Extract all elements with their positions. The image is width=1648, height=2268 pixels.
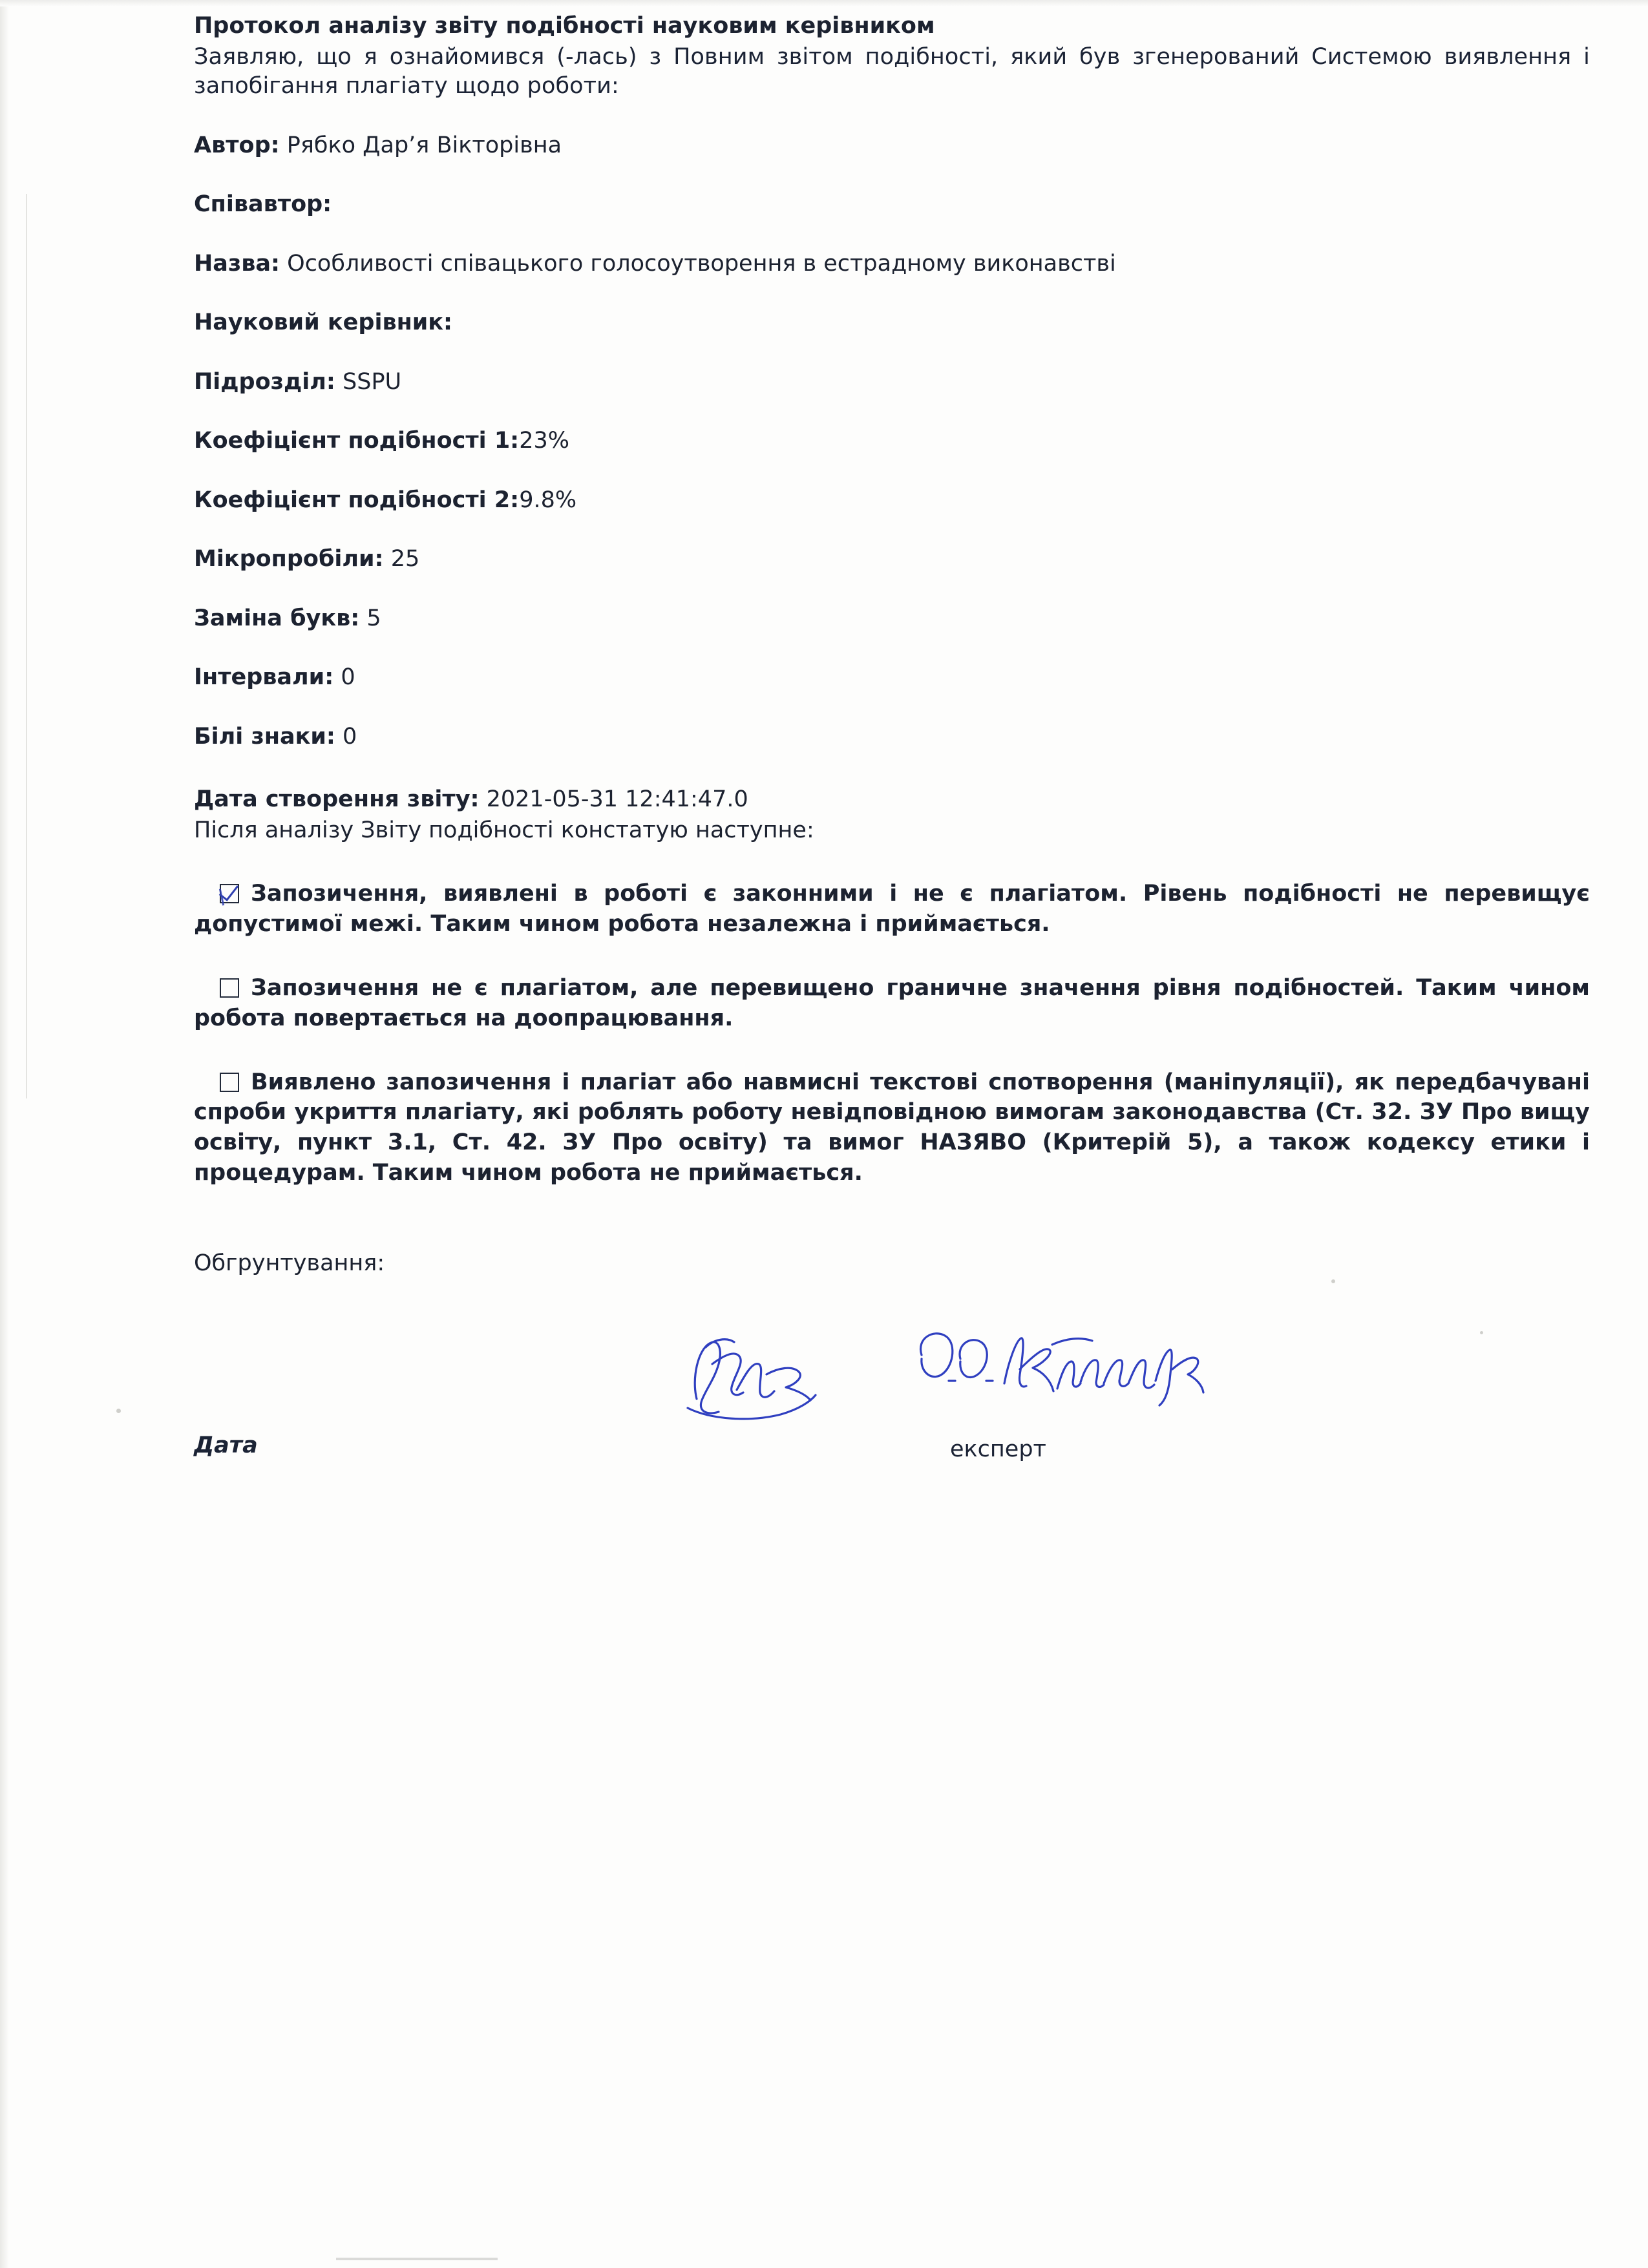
justification-label: Обгрунтування:: [194, 1250, 385, 1277]
conclusion-option-3-text: Виявлено запозичення і плагіат або навмисні текстові спотворення (маніпуляції), як передбачувані спроби укриття плагіату, які роблять роботу невідповідною вимогам законодавства (Ст. 32. ЗУ Про вищу освіту, пункт 3.1, Ст. 42. ЗУ Про освіту) та вимог НАЗЯВО (Критерій 5), а також кодексу етики і процедурам. Таким чином робота не приймається.: [194, 1069, 1590, 1186]
field-report-date-label: Дата створення звіту:: [194, 786, 480, 812]
field-similarity-2-value: 9.8%: [519, 487, 577, 513]
field-author-value: Рябко Дар’я Вікторівна: [279, 132, 562, 158]
signature-handwritten-expert: [911, 1321, 1215, 1418]
scan-fold-line: [26, 194, 27, 1098]
field-letter-substitution-label: Заміна букв:: [194, 605, 360, 631]
document-body: [194, 12, 1590, 1515]
field-white-characters-label: Білі знаки:: [194, 723, 335, 750]
field-letter-substitution: [194, 604, 1590, 634]
field-coauthor: [194, 190, 1590, 220]
field-similarity-2-label: Коефіцієнт подібності 2:: [194, 487, 520, 513]
field-supervisor-label: Науковий керівник:: [194, 310, 453, 335]
signature-handwritten-first: [672, 1328, 840, 1425]
field-author: [194, 131, 1590, 161]
field-micro-spaces-label: Мікропробіли:: [194, 546, 384, 572]
conclusion-option-2[interactable]: [194, 973, 1590, 1034]
field-white-characters: [194, 722, 1590, 752]
field-department: [194, 368, 1590, 397]
field-similarity-1-label: Коефіцієнт подібності 1:: [194, 428, 520, 454]
field-department-label: Підрозділ:: [194, 368, 335, 395]
field-work-title-value: Особливості співацького голосоутворення в естрадному виконавстві: [280, 250, 1116, 277]
field-white-characters-value: 0: [335, 723, 357, 750]
checkbox-option-3[interactable]: [220, 1073, 239, 1092]
field-supervisor: [194, 308, 1590, 338]
field-report-date-value: 2021-05-31 12:41:47.0: [479, 786, 748, 812]
expert-label: експерт: [950, 1436, 1046, 1463]
conclusion-option-3[interactable]: [194, 1067, 1590, 1189]
signature-area: [194, 1321, 1590, 1515]
date-label: Дата: [194, 1433, 258, 1459]
field-micro-spaces: [194, 545, 1590, 574]
field-work-title: [194, 249, 1590, 279]
field-letter-substitution-value: 5: [359, 605, 381, 631]
checkbox-option-2[interactable]: [220, 978, 239, 998]
scan-smudge-bottom: [336, 2258, 498, 2260]
field-report-date: [194, 785, 1590, 815]
field-author-label: Автор:: [194, 132, 280, 158]
document-title: Протокол аналізу звіту подібності науковим керівником: [194, 13, 935, 39]
scan-speck: [116, 1409, 121, 1413]
field-intervals: [194, 663, 1590, 693]
field-intervals-label: Інтервали:: [194, 664, 334, 690]
field-department-value: SSPU: [335, 368, 402, 395]
field-coauthor-label: Співавтор:: [194, 191, 332, 217]
checkbox-option-1[interactable]: [220, 884, 239, 903]
conclusion-option-1-text: Запозичення, виявлені в роботі є законними і не є плагіатом. Рівень подібності не перевищує допустимої межі. Таким чином робота незалежна і приймається.: [194, 881, 1590, 937]
conclusion-option-2-text: Запозичення не є плагіатом, але перевищено граничне значення рівня подібностей. Таким чином робота повертається на доопрацювання.: [194, 974, 1590, 1031]
field-work-title-label: Назва:: [194, 250, 280, 277]
conclusion-option-1[interactable]: [194, 879, 1590, 940]
declaration-paragraph: Заявляю, що я ознайомився (-лась) з Повним звітом подібності, який був згенерований Системою виявлення і запобігання плагіату щодо роботи:: [194, 43, 1590, 99]
scan-edge-shadow-left: [0, 0, 9, 2268]
field-similarity-1: [194, 426, 1590, 456]
after-analysis-text: Після аналізу Звіту подібності констатую наступне:: [194, 817, 814, 843]
field-similarity-1-value: 23%: [519, 428, 569, 454]
field-similarity-2: [194, 486, 1590, 516]
scan-edge-shadow-top: [0, 0, 1648, 6]
field-intervals-value: 0: [333, 664, 355, 690]
field-micro-spaces-value: 25: [383, 546, 420, 572]
